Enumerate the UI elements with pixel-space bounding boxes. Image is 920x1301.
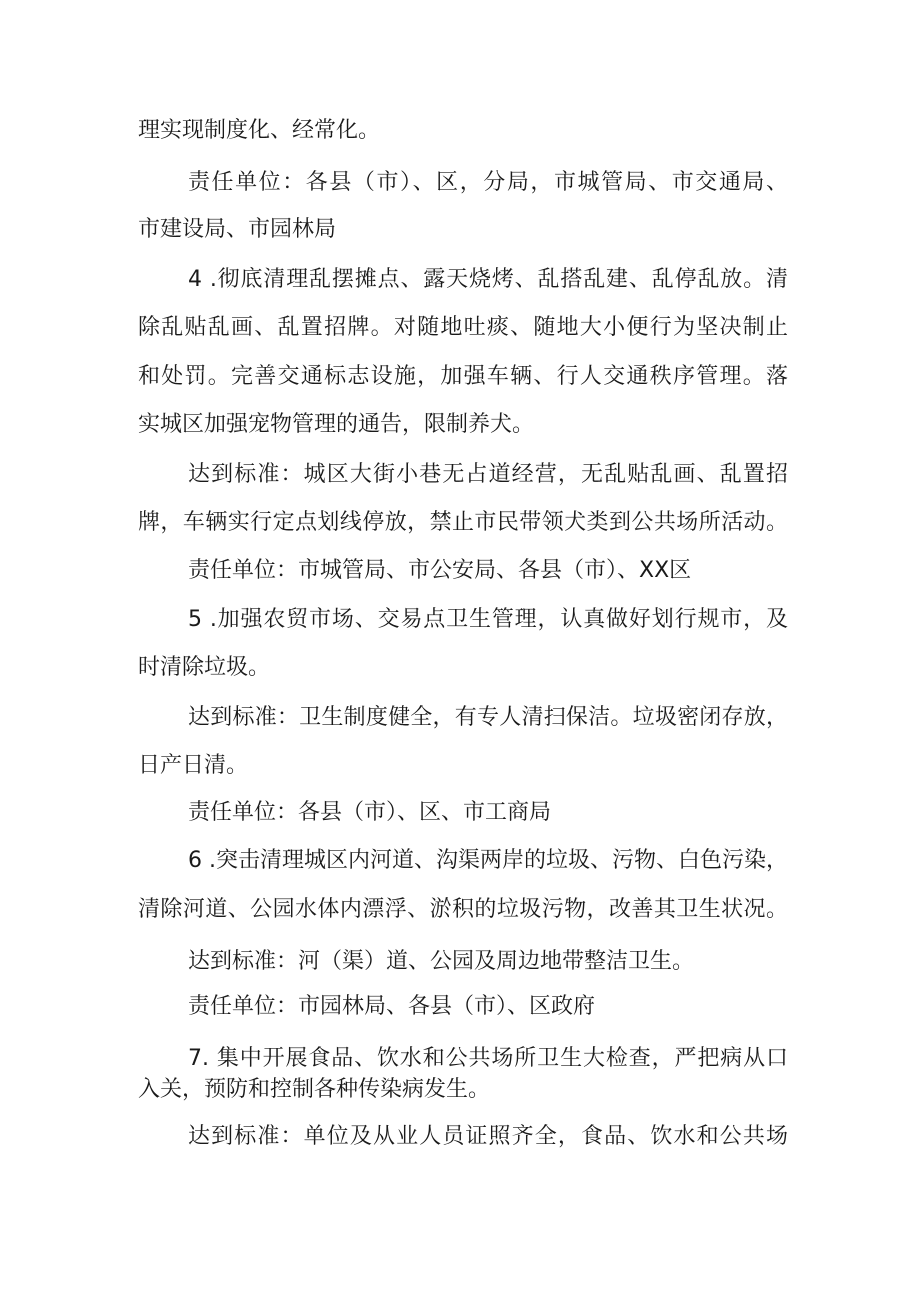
text-line: 4 .彻底清理乱摆摊点、露天烧烤、乱搭乱建、乱停乱放。清 [188,267,788,292]
text-line: 和处罚。完善交通标志设施，加强车辆、行人交通秩序管理。落 [138,364,788,389]
text-line: 实城区加强宠物管理的通告，限制养犬。 [138,412,535,437]
text-line: 达到标准：单位及从业人员证照齐全，食品、饮水和公共场 [188,1124,788,1149]
text-line: 理实现制度化、经常化。 [138,118,381,143]
text-line: 市建设局、市园林局 [138,217,337,242]
text-line: 责任单位：各县（市）、区、市工商局 [188,800,552,825]
text-line: 6 .突击清理城区内河道、沟渠两岸的垃圾、污物、白色污染， [188,848,788,873]
text-line: 达到标准：河（渠）道、公园及周边地带整洁卫生。 [188,949,695,974]
text-line: 责任单位：市城管局、市公安局、各县（市）、XX区 [188,558,692,583]
text-line: 达到标准：城区大街小巷无占道经营，无乱贴乱画、乱置招 [188,462,788,487]
text-line: 除乱贴乱画、乱置招牌。对随地吐痰、随地大小便行为坚决制止 [138,315,788,340]
text-line: 达到标准：卫生制度健全，有专人清扫保洁。垃圾密闭存放， [188,705,788,730]
text-line: 入关，预防和控制各种传染病发生。 [138,1077,491,1102]
text-line: 清除河道、公园水体内漂浮、淤积的垃圾污物，改善其卫生状况。 [138,897,788,922]
text-line: 5 .加强农贸市场、交易点卫生管理，认真做好划行规市，及 [188,607,788,632]
text-line: 7. 集中开展食品、饮水和公共场所卫生大检查，严把病从口 [188,1046,788,1071]
text-line: 牌，车辆实行定点划线停放，禁止市民带领犬类到公共场所活动。 [138,510,788,535]
text-line: 责任单位：市园林局、各县（市）、区政府 [188,994,596,1019]
text-line: 日产日清。 [138,753,249,778]
text-line: 时清除垃圾。 [138,655,271,680]
text-line: 责任单位：各县（市）、区，分局，市城管局、市交通局、 [188,170,788,195]
